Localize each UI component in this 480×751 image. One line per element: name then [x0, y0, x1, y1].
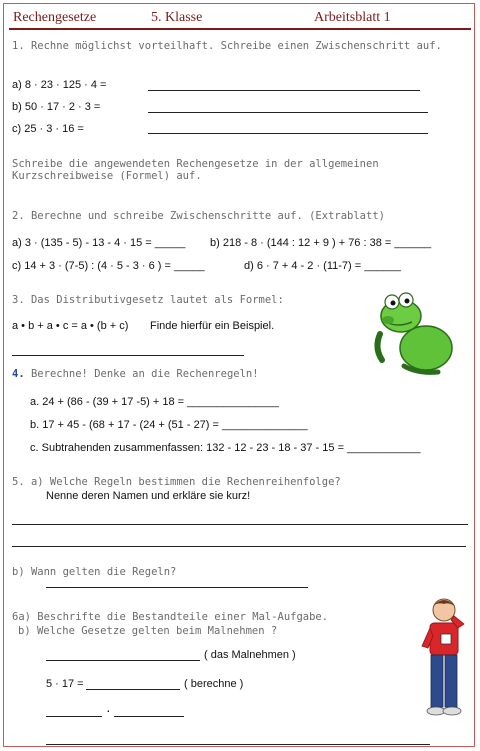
answer-line[interactable] — [86, 689, 180, 690]
answer-line[interactable] — [46, 587, 308, 588]
q6-dot: · — [106, 702, 111, 718]
header-grade: 5. Klasse — [151, 10, 203, 25]
q4-a: a. 24 + (86 - (39 + 17 -5) + 18 = _______________ — [30, 396, 279, 408]
q2-d: d) 6 · 7 + 4 - 2 · (11-7) = ______ — [244, 260, 401, 272]
header-sheet: Arbeitsblatt 1 — [314, 10, 391, 25]
boy-illustration — [418, 596, 470, 724]
answer-line[interactable] — [114, 716, 184, 717]
q4-title-text: Berechne! Denke an die Rechenregeln! — [30, 368, 259, 380]
q4-title — [12, 368, 259, 380]
q1-title: 1. Rechne möglichst vorteilhaft. Schreibe einen Zwischenschritt auf. — [12, 40, 442, 52]
q5-sub: Nenne deren Namen und erkläre sie kurz! — [46, 490, 251, 502]
q2-b: b) 218 - 8 · (144 : 12 + 9 ) + 76 : 38 = ______ — [210, 237, 432, 249]
answer-line[interactable] — [46, 660, 200, 661]
answer-line[interactable] — [46, 744, 430, 745]
answer-line[interactable] — [148, 112, 428, 113]
answer-line[interactable] — [12, 355, 244, 356]
q5-b: b) Wann gelten die Regeln? — [12, 566, 177, 578]
q2-c: c) 14 + 3 · (7-5) : (4 · 5 - 3 · 6 ) = _____ — [12, 260, 205, 272]
q3-title: 3. Das Distributivgesetz lautet als Formel: — [12, 294, 284, 306]
q6-b: b) Welche Gesetze gelten beim Malnehmen ? — [18, 625, 278, 637]
q1-note: Schreibe die angewendeten Rechengesetze in der allgemeinen Kurzschreibweise (Formel) auf. — [12, 158, 379, 182]
answer-line[interactable] — [12, 546, 466, 547]
q6-line2-label: ( berechne ) — [184, 678, 244, 690]
q6-line1-label: ( das Malnehmen ) — [204, 649, 296, 661]
answer-line[interactable] — [148, 133, 428, 134]
q1-c: c) 25 · 3 · 16 = — [12, 123, 84, 135]
answer-line[interactable] — [12, 524, 468, 525]
q5-title: 5. a) Welche Regeln bestimmen die Rechenreihenfolge? — [12, 476, 341, 488]
worksheet-header — [9, 8, 471, 30]
q1-a: a) 8 · 23 · 125 · 4 = — [12, 79, 107, 91]
q2-title: 2. Berechne und schreibe Zwischenschritte auf. (Extrablatt) — [12, 210, 385, 222]
q4-c: c. Subtrahenden zusammenfassen: 132 - 12 - 23 - 18 - 37 - 15 = ____________ — [30, 442, 421, 454]
q1-b: b) 50 · 17 · 2 · 3 = — [12, 101, 101, 113]
q2-a: a) 3 · (135 - 5) - 13 - 4 · 15 = _____ — [12, 237, 186, 249]
answer-line[interactable] — [46, 716, 102, 717]
q6-line2-left: 5 · 17 = — [46, 678, 84, 690]
frog-illustration — [368, 288, 460, 380]
q4-number: 4. — [12, 368, 25, 380]
answer-line[interactable] — [148, 90, 420, 91]
q3-example: Finde hierfür ein Beispiel. — [150, 320, 275, 332]
q3-formula: a • b + a • c = a • (b + c) — [12, 320, 129, 332]
header-topic: Rechengesetze — [13, 10, 97, 25]
q6-a: 6a) Beschrifte die Bestandteile einer Mal-Aufgabe. — [12, 611, 329, 623]
q4-b: b. 17 + 45 - (68 + 17 - (24 + (51 - 27) = ______________ — [30, 419, 308, 431]
